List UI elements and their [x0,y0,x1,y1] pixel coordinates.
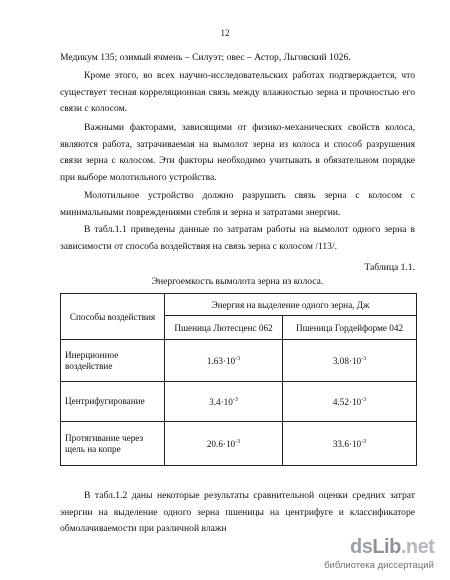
value-cell: $33.6\cdot 10^{-3}$ [283,422,417,466]
value-cell: $20.6\cdot 10^{-3}$ [165,422,283,466]
table-caption: Энергоемкость вымолота зерна из колоса. [151,276,324,287]
paragraph-4: Молотильное устройство должно разрушить связь зерна с колосом с минимальными повреждениями стебля и зерна и затратами энергии. [60,190,415,218]
method-cell: Инерционное воздействие [61,340,165,382]
paragraph-1: Медикум 135; озимый ячмень – Силуэт; овес – Астор, Льговский 1026. [60,52,351,63]
paragraph-2: Кроме этого, во всех научно-исследовательских работах подтверждается, что существует тесная корреляционная связь между влажностью зерна и прочностью его связи с колосом. [60,70,415,114]
method-cell: Протягивание через щель на копре [61,422,165,466]
table-header-row [61,294,417,316]
table-row [61,382,417,422]
table-row [61,422,417,466]
energy-table [60,293,417,466]
method-cell: Центрифугирование [61,382,165,422]
table-row [61,340,417,382]
paragraph-6: В табл.1.2 даны некоторые результаты сравнительной оценки средних затрат энергии на выделение одного зерна пшеницы на центрифуге и классификаторе обмолачиваемости при различной влажн [60,490,415,534]
dslib-watermark [308,536,450,574]
paragraph-3: Важными факторами, зависящими от физико-механических свойств колоса, являются работа, затрачиваемая на вымолот зерна из колоса и способ разрушения связи зерна с колосом. Эти факторы необходимо учитывать в обязательном порядке при выборе молотильного устройства. [60,122,415,183]
value-cell: $3.08\cdot 10^{-3}$ [283,340,417,382]
header-lutescens: Пшеница Лютесценс 062 [165,316,283,340]
header-methods: Способы воздействия [61,294,165,340]
page-number: 12 [220,28,230,38]
header-energy: Энергия на выделение одного зерна, Дж [165,294,417,316]
paragraph-5: В табл.1.1 приведены данные по затратам работы на вымолот одного зерна в зависимости от способа воздействия на связь зерна с колосом /113/. [60,224,415,252]
value-cell: $4.52\cdot 10^{-3}$ [283,382,417,422]
dslib-caption: библиотека диссертаций [324,560,434,571]
table-number: Таблица 1.1. [364,262,415,273]
value-cell: $3.4\cdot 10^{-3}$ [165,382,283,422]
header-hordeiforme: Пшеница Гордейформе 042 [283,316,417,340]
dslib-logo: dsLib.net [350,536,435,558]
value-cell: $1.63\cdot 10^{-3}$ [165,340,283,382]
